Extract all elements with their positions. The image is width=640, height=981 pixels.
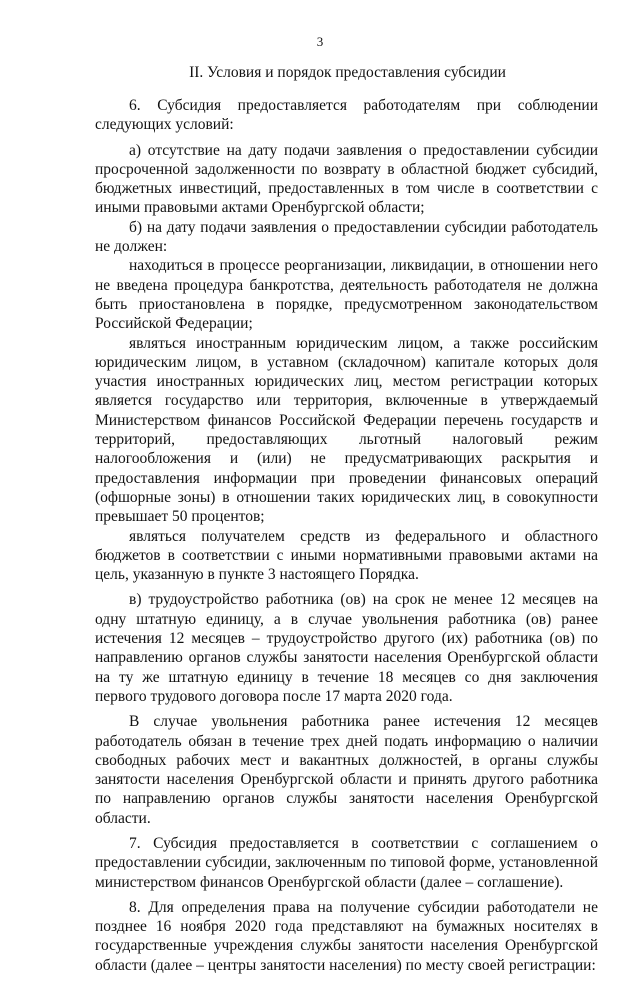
page-number: 3 [316,34,324,49]
paragraph-dismissal: В случае увольнения работника ранее истечения 12 месяцев работодатель обязан в течение трех дней подать информацию о наличии свободных рабочих мест и вакантных должностей, в органы службы занятости населения Оренбургской области и принять другого работника по направлению органов службы занятости населения Оренбургской области. [95,713,598,827]
paragraph-6b-budget-recipient: являться получателем средств из федерального и областного бюджетов в соответствии с иными нормативными правовыми актами на цель, указанную в пункте 3 настоящего Порядка. [95,527,598,584]
paragraph-6b-reorganization: находиться в процессе реорганизации, ликвидации, в отношении него не введена процедура банкротства, деятельность работодателя не должна быть приостановлена в порядке, предусмотренном законодательством Российской Федерации; [95,257,598,333]
paragraph-6b-foreign-entity: являться иностранным юридическим лицом, а также российским юридическим лицом, в уставном (складочном) капитале которых доля участия иностранных юридических лиц, местом регистрации которых является государство или территория, включенные в утверждаемый Министерством финансов Российской Федерации перечень государств и территорий, предоставляющих льготный налоговый режим налогообложения и (или) не предусматривающих раскрытия и предоставления информации при проведении финансовых операций (офшорные зоны) в отношении таких юридических лиц, в совокупности превышает 50 процентов; [95,334,598,526]
document-body [95,96,598,981]
paragraph-6: 6. Субсидия предоставляется работодателям при соблюдении следующих условий: [95,97,598,134]
paragraph-7: 7. Субсидия предоставляется в соответствии с соглашением о предоставлении субсидии, заключенным по типовой форме, установленной министерством финансов Оренбургской области (далее – соглашение). [95,834,598,891]
paragraph-6a: а) отсутствие на дату подачи заявления о предоставлении субсидии просроченной задолженности по возврату в областной бюджет субсидий, бюджетных инвестиций, предоставленных в том числе в соответствии с иными правовыми актами Оренбургской области; [95,141,598,217]
paragraph-8: 8. Для определения права на получение субсидии работодатели не позднее 16 ноября 2020 года представляют на бумажных носителях в государственные учреждения службы занятости населения Оренбургской области (далее – центры занятости населения) по месту своей регистрации: [95,898,598,974]
paragraph-6v: в) трудоустройство работника (ов) на срок не менее 12 месяцев на одну штатную единицу, а в случае увольнения работника (ов) ранее истечения 12 месяцев – трудоустройство другого (их) работника (ов) по направлению органов службы занятости населения Оренбургской области на ту же штатную единицу в течение 18 месяцев со дня заключения первого трудового договора после 17 марта 2020 года. [95,591,598,705]
section-title: II. Условия и порядок предоставления субсидии [189,64,506,81]
paragraph-6b: б) на дату подачи заявления о предоставлении субсидии работодатель не должен: [95,218,598,256]
